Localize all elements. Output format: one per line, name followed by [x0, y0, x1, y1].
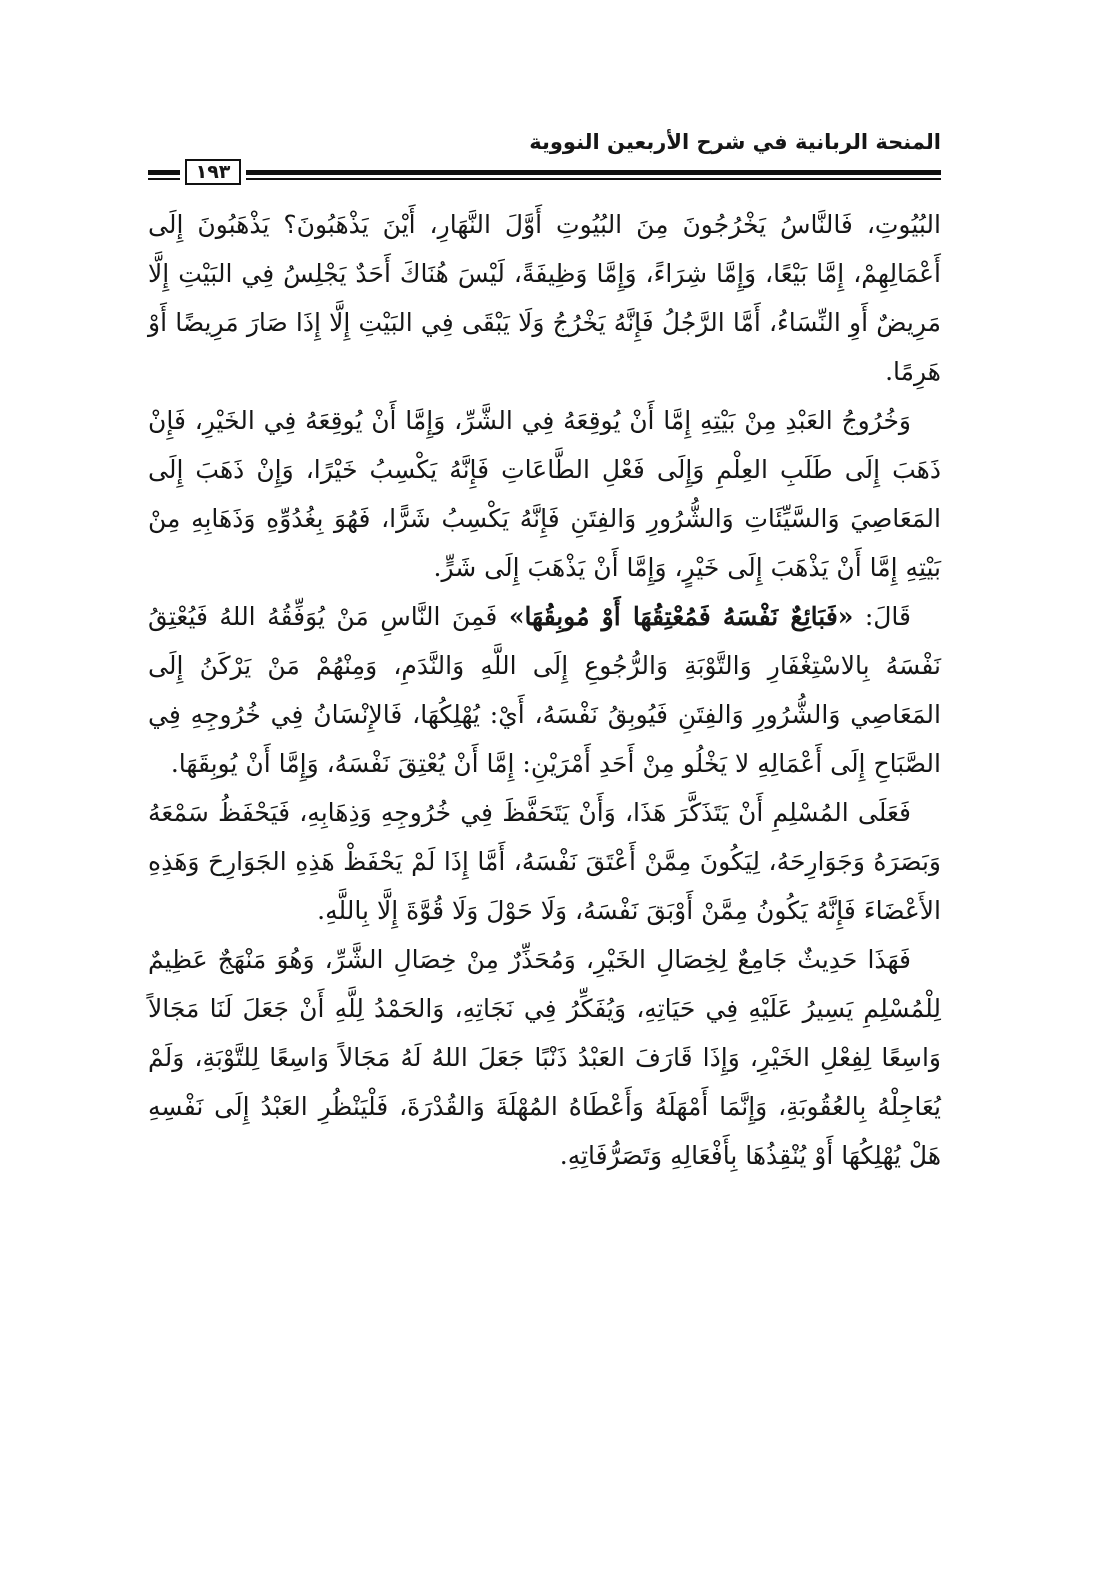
page-number: ١٩٣ [185, 159, 241, 185]
paragraph-3-rest: فَمِنَ النَّاسِ مَنْ يُوَفِّقُهُ اللهُ فَيُعْتِقُ نَفْسَهُ بِالاسْتِغْفَارِ وَالتَّوْبَةِ وَالرُّجُوعِ إِلَى اللَّهِ وَالنَّدَمِ، وَمِنْهُمْ مَنْ يَرْكَنُ إِلَى المَعَاصِي وَالشُّرُورِ وَالفِتَنِ فَيُوبِقُ نَفْسَهُ، أَيْ: يُهْلِكُهَا، فَالإِنْسَانُ فِي خُرُوجِهِ فِي الصَّبَاحِ إِلَى أَعْمَالِهِ لا يَخْلُو مِنْ أَحَدِ أَمْرَيْنِ: إِمَّا أَنْ يُعْتِقَ نَفْسَهُ، وَإِمَّا أَنْ يُوبِقَهَا. [148, 602, 941, 778]
paragraph-3-intro: قَالَ: [853, 602, 912, 631]
body-text [148, 200, 941, 1180]
header-rule-short [148, 170, 180, 183]
header-rule-short-thick [148, 170, 180, 175]
hadith-quote: «فَبَائِعٌ نَفْسَهُ فَمُعْتِقُهَا أَوْ مُوبِقُهَا» [508, 602, 854, 631]
header-rule-thick [246, 170, 941, 175]
paragraph-4: فَعَلَى المُسْلِمِ أَنْ يَتَذَكَّرَ هَذَا، وَأَنْ يَتَحَفَّظَ فِي خُرُوجِهِ وَذِهَابِهِ، فَيَحْفَظُ سَمْعَهُ وَبَصَرَهُ وَجَوَارِحَهُ، لِيَكُونَ مِمَّنْ أَعْتَقَ نَفْسَهُ، أَمَّا إِذَا لَمْ يَحْفَظْ هَذِهِ الجَوَارِحَ وَهَذِهِ الأَعْضَاءَ فَإِنَّهُ يَكُونُ مِمَّنْ أَوْبَقَ نَفْسَهُ، وَلَا حَوْلَ وَلَا قُوَّةَ إِلَّا بِاللَّهِ. [148, 798, 941, 925]
paragraph-2: وَخُرُوجُ العَبْدِ مِنْ بَيْتِهِ إِمَّا أَنْ يُوقِعَهُ فِي الشَّرِّ، وَإِمَّا أَنْ يُوقِعَهُ فِي الخَيْرِ، فَإِنْ ذَهَبَ إِلَى طَلَبِ العِلْمِ وَإِلَى فَعْلِ الطَّاعَاتِ فَإِنَّهُ يَكْسِبُ خَيْرًا، وَإِنْ ذَهَبَ إِلَى المَعَاصِيَ وَالسَّيِّئَاتِ وَالشُّرُورِ وَالفِتَنِ فَإِنَّهُ يَكْسِبُ شَرًّا، فَهُوَ بِغُدُوِّهِ وَذَهَابِهِ مِنْ بَيْتِهِ إِمَّا أَنْ يَذْهَبَ إِلَى خَيْرٍ، وَإِمَّا أَنْ يَذْهَبَ إِلَى شَرٍّ. [148, 406, 941, 582]
running-title: المنحة الربانية في شرح الأربعين النووية [529, 130, 941, 154]
header-rule-short-thin [148, 178, 180, 180]
paragraph-5: فَهَذَا حَدِيثٌ جَامِعٌ لِخِصَالِ الخَيْرِ، وَمُحَذِّرٌ مِنْ خِصَالِ الشَّرِّ، وَهُوَ مَنْهَجٌ عَظِيمٌ لِلْمُسْلِمِ يَسِيرُ عَلَيْهِ فِي حَيَاتِهِ، وَيُفَكِّرُ فِي نَجَاتِهِ، وَالحَمْدُ لِلَّهِ أَنْ جَعَلَ لَنَا مَجَالاً وَاسِعًا لِفِعْلِ الخَيْرِ، وَإِذَا قَارَفَ العَبْدُ ذَنْبًا جَعَلَ اللهُ لَهُ مَجَالاً وَاسِعًا لِلتَّوْبَةِ، وَلَمْ يُعَاجِلْهُ بِالعُقُوبَةِ، وَإِنَّمَا أَمْهَلَهُ وَأَعْطَاهُ المُهْلَةَ وَالقُدْرَةَ، فَلْيَنْظُرِ العَبْدُ إِلَى نَفْسِهِ هَلْ يُهْلِكُهَا أَوْ يُنْقِذُهَا بِأَفْعَالِهِ وَتَصَرُّفَاتِهِ. [148, 945, 941, 1170]
header-rule [246, 170, 941, 183]
header-rule-thin [246, 178, 941, 180]
paragraph-1: البُيُوتِ، فَالنَّاسُ يَخْرُجُونَ مِنَ البُيُوتِ أَوَّلَ النَّهَارِ، أَيْنَ يَذْهَبُونَ؟ يَذْهَبُونَ إِلَى أَعْمَالِهِمْ، إِمَّا بَيْعًا، وَإِمَّا شِرَاءً، وَإِمَّا وَظِيفَةً، لَيْسَ هُنَاكَ أَحَدٌ يَجْلِسُ فِي البَيْتِ إِلَّا مَرِيضٌ أَوِ النِّسَاءُ، أَمَّا الرَّجُلُ فَإِنَّهُ يَخْرُجُ وَلَا يَبْقَى فِي البَيْتِ إِلَّا إِذَا صَارَ مَرِيضًا أَوْ هَرِمًا. [148, 210, 941, 386]
paragraph-3 [148, 592, 941, 788]
